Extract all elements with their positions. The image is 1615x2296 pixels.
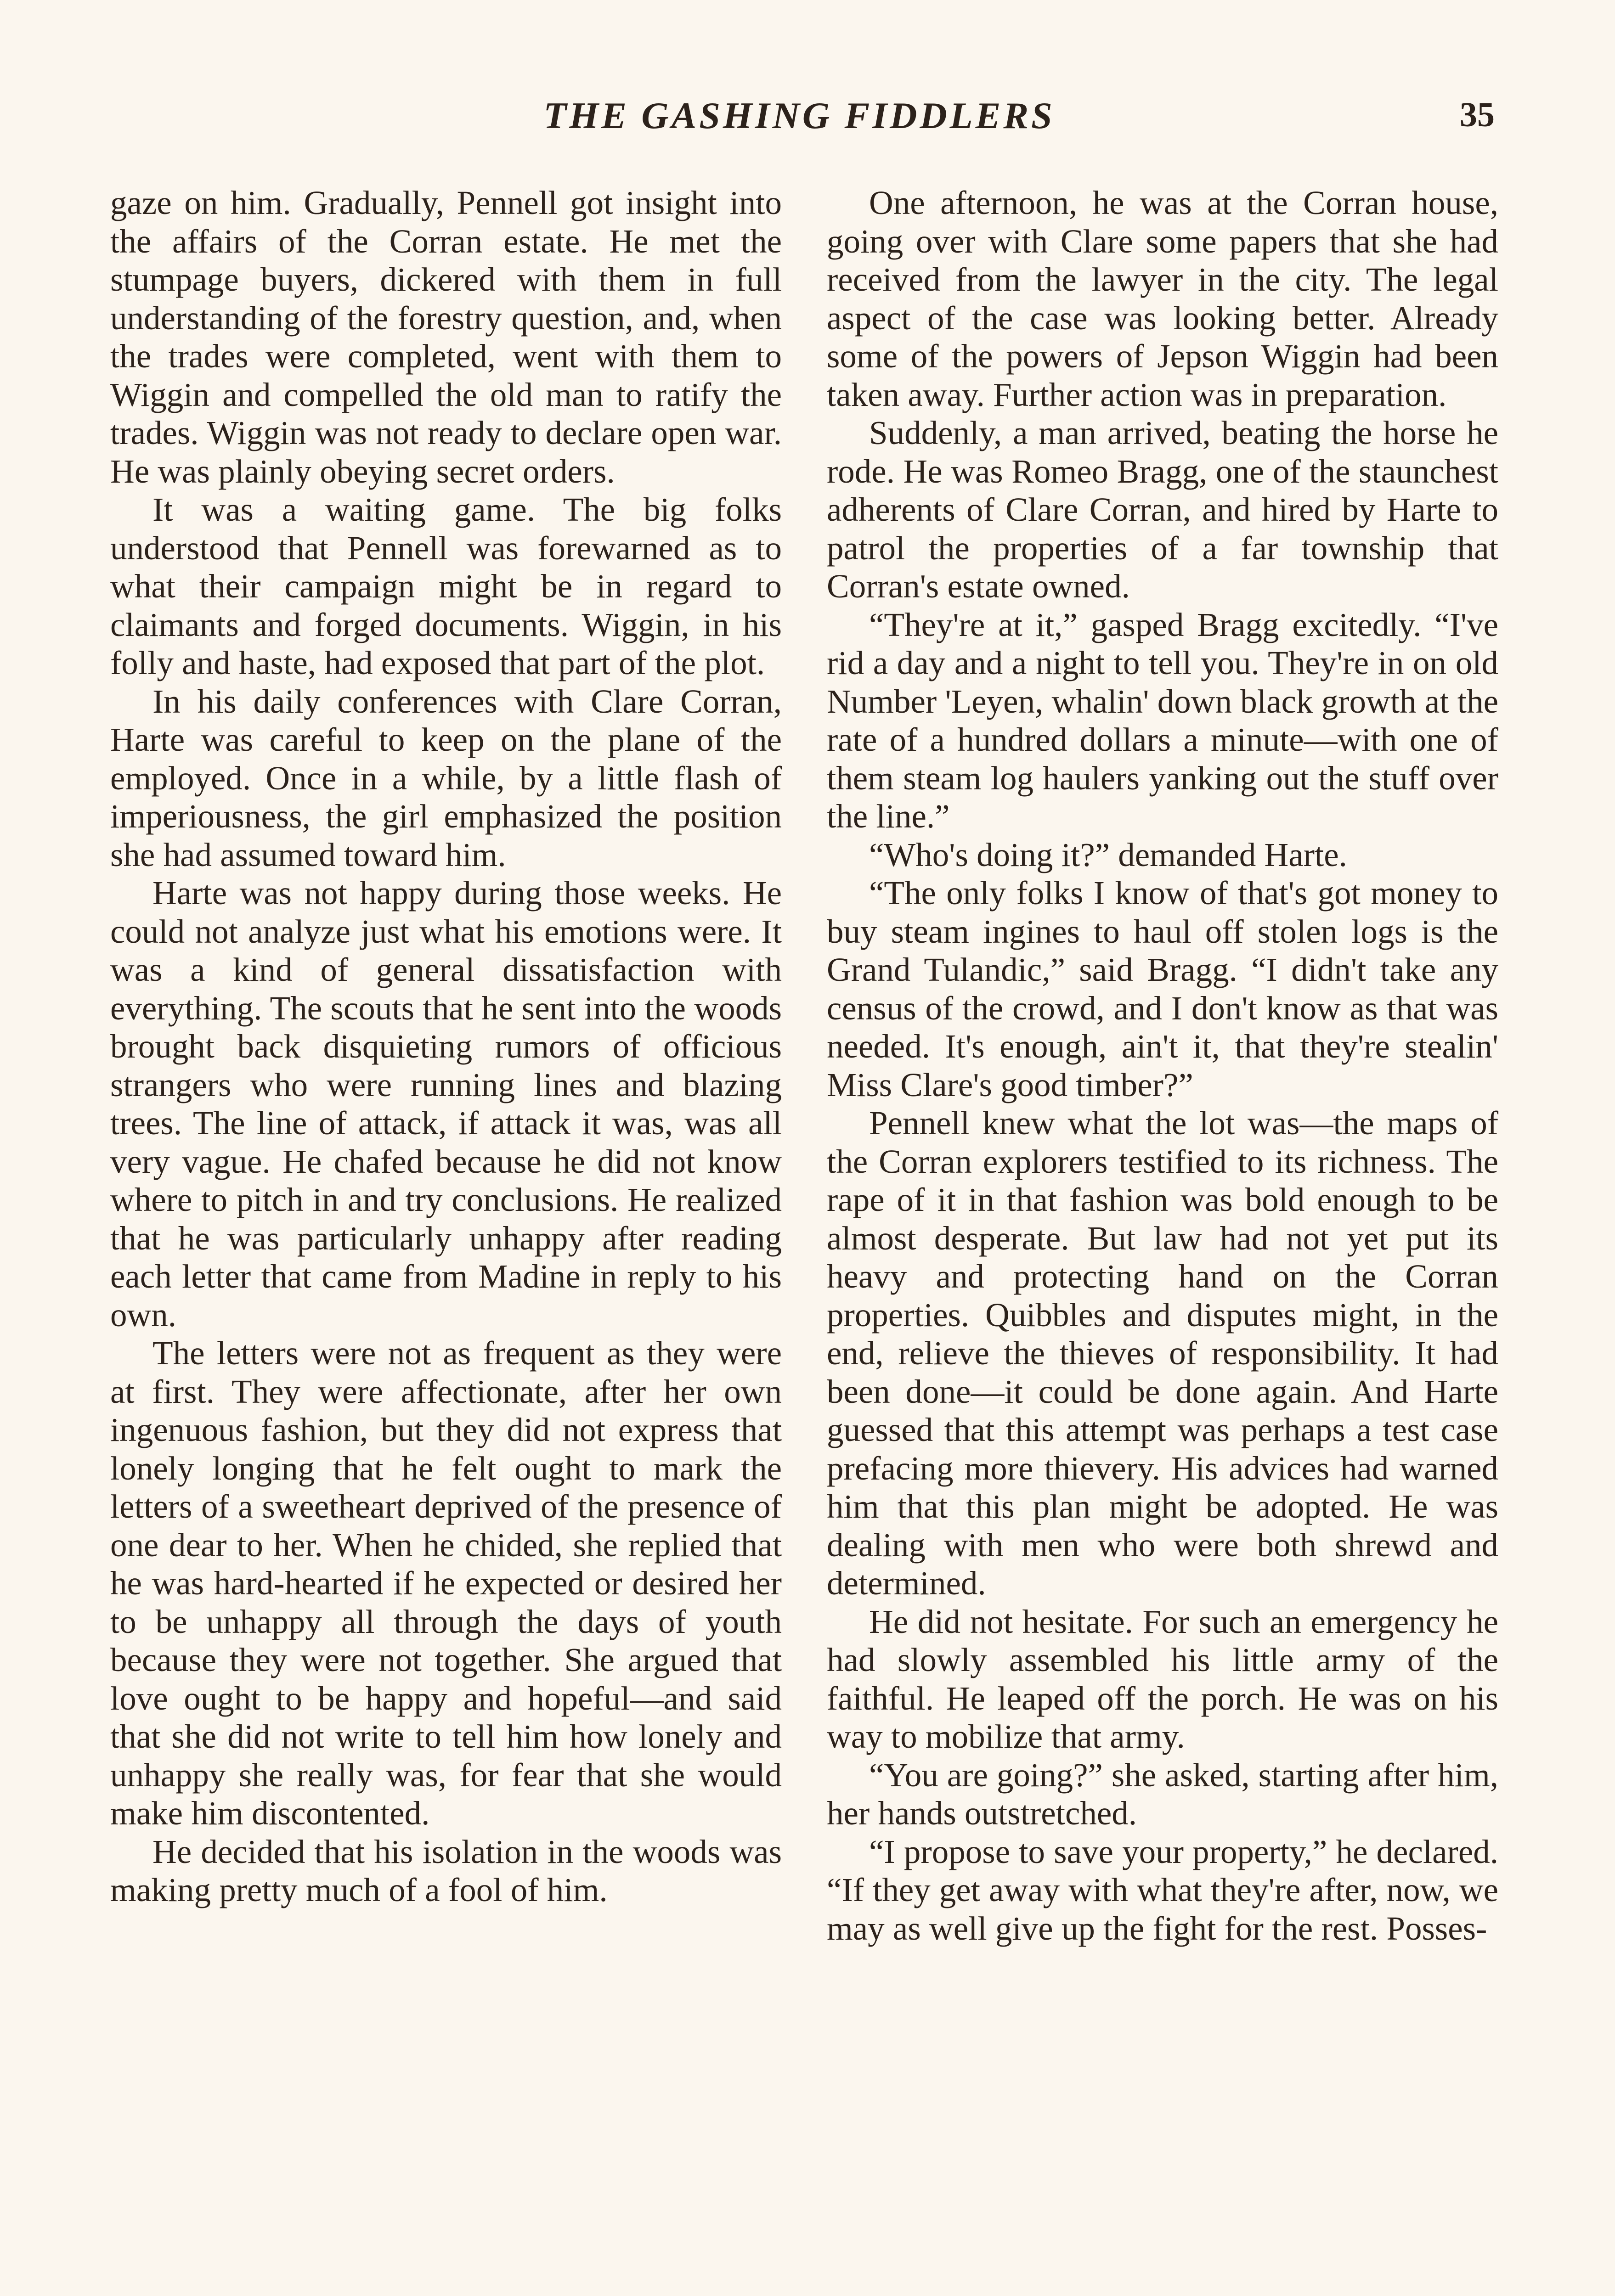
paragraph: Suddenly, a man arrived, beating the horse he rode. He was Romeo Bragg, one of the staunchest adherents of Clare Corran, and hired by Harte to patrol the properties of a far township that Corran's estate owned. xyxy=(827,414,1498,605)
paragraph: “You are going?” she asked, starting after him, her hands outstretched. xyxy=(827,1756,1498,1832)
right-column xyxy=(827,184,1498,1947)
paragraph: gaze on him. Gradually, Pennell got insight into the affairs of the Corran estate. He met the stumpage buyers, dickered with them in full understanding of the forestry question, and, when the trades were completed, went with them to Wiggin and compelled the old man to ratify the trades. Wiggin was not ready to declare open war. He was plainly obeying secret orders. xyxy=(110,184,782,490)
paragraph: One afternoon, he was at the Corran house, going over with Clare some papers that she had received from the lawyer in the city. The legal aspect of the case was looking better. Already some of the powers of Jepson Wiggin had been taken away. Further action was in preparation. xyxy=(827,184,1498,413)
paragraph: “I propose to save your property,” he declared. “If they get away with what they're after, now, we may as well give up the fight for the rest. Posses- xyxy=(827,1833,1498,1947)
paragraph: “They're at it,” gasped Bragg excitedly. “I've rid a day and a night to tell you. They're in on old Number 'Leyen, whalin' down black growth at the rate of a hundred dollars a minute—with one of them steam log haulers yanking out the stuff over the line.” xyxy=(827,606,1498,835)
paragraph: “The only folks I know of that's got money to buy steam ingines to haul off stolen logs is the Grand Tulandic,” said Bragg. “I didn't take any census of the crowd, and I don't know as that was needed. It's enough, ain't it, that they're stealin' Miss Clare's good timber?” xyxy=(827,874,1498,1103)
paragraph: It was a waiting game. The big folks understood that Pennell was forewarned as to what their campaign might be in regard to claimants and forged documents. Wiggin, in his folly and haste, had exposed that part of the plot. xyxy=(110,491,782,681)
paragraph: He decided that his isolation in the woods was making pretty much of a fool of him. xyxy=(110,1833,782,1908)
running-head xyxy=(0,94,1615,149)
page-number: 35 xyxy=(1460,96,1495,134)
paragraph: Harte was not happy during those weeks. He could not analyze just what his emotions were. It was a kind of general dissatisfaction with everything. The scouts that he sent into the woods brought back disquieting rumors of officious strangers who were running lines and blazing trees. The line of attack, if attack it was, was all very vague. He chafed because he did not know where to pitch in and try conclusions. He realized that he was particularly unhappy after reading each letter that came from Madine in reply to his own. xyxy=(110,874,782,1334)
paragraph: Pennell knew what the lot was—the maps of the Corran explorers testified to its richness. The rape of it in that fashion was bold enough to be almost desperate. But law had not yet put its heavy and protecting hand on the Corran properties. Quibbles and disputes might, in the end, relieve the thieves of responsibility. It had been done—it could be done again. And Harte guessed that this attempt was perhaps a test case prefacing more thievery. His advices had warned him that this plan might be adopted. He was dealing with men who were both shrewd and determined. xyxy=(827,1104,1498,1602)
paragraph: The letters were not as frequent as they were at first. They were affectionate, after her own ingenuous fashion, but they did not express that lonely longing that he felt ought to mark the letters of a sweetheart deprived of the presence of one dear to her. When he chided, she replied that he was hard-hearted if he expected or desired her to be unhappy all through the days of youth because they were not together. She argued that love ought to be happy and hopeful—and said that she did not write to tell him how lonely and unhappy she really was, for fear that she would make him discontented. xyxy=(110,1334,782,1832)
left-column xyxy=(110,184,782,1909)
running-title: THE GASHING FIDDLERS xyxy=(543,95,1055,136)
paragraph: He did not hesitate. For such an emergency he had slowly assembled his little army of the faithful. He leaped off the porch. He was on his way to mobilize that army. xyxy=(827,1603,1498,1755)
paragraph: “Who's doing it?” demanded Harte. xyxy=(869,836,1347,873)
paragraph: In his daily conferences with Clare Corran, Harte was careful to keep on the plane of the employed. Once in a while, by a little flash of imperiousness, the girl emphasized the position she had assumed toward him. xyxy=(110,682,782,873)
